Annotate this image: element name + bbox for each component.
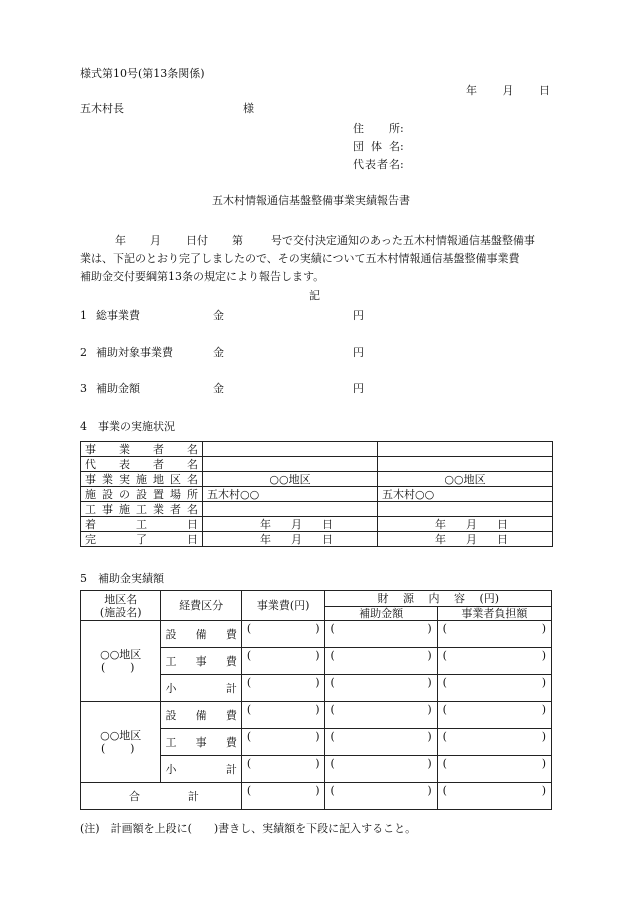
row-label: 完 了 日 — [85, 532, 198, 546]
table-cell — [378, 502, 553, 517]
item-kin: 金 — [213, 382, 224, 395]
label-char: 者 — [377, 158, 388, 171]
table-row — [81, 502, 553, 517]
table-row — [81, 532, 553, 547]
category-cell: 工 事 費 — [161, 729, 241, 756]
amount-cell: ( ) — [330, 784, 432, 797]
amount-cell: ( ) — [246, 649, 320, 662]
amount-cell: ( ) — [246, 784, 320, 797]
amount-cell: ( ) — [330, 649, 432, 662]
row-label: 代 表 者 名 — [85, 457, 198, 471]
date-month: 月 — [502, 84, 514, 97]
item-number: 1 — [80, 309, 87, 322]
item-label: 補助対象事業費 — [96, 346, 173, 359]
district-name-cell: ○○地区 — [203, 472, 378, 487]
item-label: 補助金額 — [96, 382, 140, 395]
table-cell — [378, 457, 553, 472]
table-cell — [378, 442, 553, 457]
label-char: 団 — [353, 140, 364, 153]
table-cell — [203, 442, 378, 457]
amount-cell: ( ) — [442, 649, 546, 662]
district-cell: ○○地区 ( ) — [81, 621, 161, 702]
item-number: 2 — [80, 346, 87, 359]
table-row — [81, 442, 553, 457]
table-cell — [203, 457, 378, 472]
total-label: 合 計 — [81, 783, 242, 810]
body-year: 年 — [115, 234, 126, 247]
label-char: 表 — [365, 158, 376, 171]
body-line-2: 業は、下記のとおり完了しましたので、その実績について五木村情報通信基盤整備事業費 — [80, 252, 520, 265]
category-cell: 工 事 費 — [161, 648, 241, 675]
footnote: (注) 計画額を上段に( )書きし、実績額を下段に記入すること。 — [80, 822, 417, 835]
category-cell: 小 計 — [161, 756, 241, 783]
table-row — [81, 487, 553, 502]
amount-cell: ( ) — [246, 703, 320, 716]
applicant-address — [353, 122, 404, 136]
implementation-table — [80, 441, 553, 547]
facility-location-cell: 五木村○○ — [378, 487, 553, 502]
row-label: 着 工 日 — [85, 517, 198, 531]
row-label: 事 業 者 名 — [85, 442, 198, 456]
amount-cell: ( ) — [246, 622, 320, 635]
completion-date-cell: 年 月 日 — [260, 532, 333, 546]
section4-heading: 4 事業の実施状況 — [80, 420, 175, 433]
label-char: 名 — [389, 140, 400, 153]
table-row — [81, 517, 553, 532]
row-label: 事 業 実 施 地 区 名 — [85, 472, 198, 486]
total-row — [81, 783, 552, 810]
body-dai: 第 — [232, 234, 243, 247]
body-day: 日付 — [186, 234, 208, 247]
applicant-representative — [353, 158, 404, 172]
amount-cell: ( ) — [246, 676, 320, 689]
funding-source-header: 財 源 内 容 (円) — [325, 591, 552, 607]
area-header: 地区名 (施設名) — [81, 591, 161, 621]
item-number: 3 — [80, 382, 87, 395]
item-yen: 円 — [353, 309, 364, 322]
facility-location-cell: 五木村○○ — [203, 487, 378, 502]
amount-cell: ( ) — [330, 622, 432, 635]
item-kin: 金 — [213, 309, 224, 322]
label-colon: : — [400, 158, 404, 171]
category-cell: 小 計 — [161, 675, 241, 702]
category-cell: 設 備 費 — [161, 702, 241, 729]
amount-cell: ( ) — [330, 757, 432, 770]
applicant-org-name — [353, 140, 404, 154]
label-colon: : — [400, 140, 404, 153]
label-char: 代 — [353, 158, 364, 171]
table-row — [81, 702, 552, 729]
item-yen: 円 — [353, 382, 364, 395]
label-char: 名 — [389, 158, 400, 171]
section5-heading: 5 補助金実績額 — [80, 572, 164, 585]
table-row — [81, 621, 552, 648]
subsidy-header: 補助金額 — [325, 607, 437, 621]
honorific: 様 — [243, 102, 254, 115]
burden-header: 事業者負担額 — [437, 607, 551, 621]
subsidy-results-table — [80, 590, 552, 810]
form-number: 様式第10号(第13条関係) — [80, 67, 205, 80]
start-date-cell: 年 月 日 — [260, 517, 333, 531]
addressee: 五木村長 — [80, 102, 124, 115]
amount-cell: ( ) — [442, 622, 546, 635]
cost-header: 事業費(円) — [241, 591, 325, 621]
label-colon: : — [400, 122, 404, 135]
table-row — [81, 472, 553, 487]
row-label: 施 設 の 設 置 場 所 — [85, 487, 198, 501]
date-day: 日 — [539, 84, 550, 97]
body-text: 号で交付決定通知のあった五木村情報通信基盤整備事 — [271, 234, 535, 247]
date-year: 年 — [466, 84, 477, 97]
completion-date-cell: 年 月 日 — [435, 532, 508, 546]
document-title: 五木村情報通信基盤整備事業実績報告書 — [212, 194, 410, 207]
item-label: 総事業費 — [96, 309, 140, 322]
body-line-3: 補助金交付要綱第13条の規定により報告します。 — [80, 270, 325, 283]
amount-cell: ( ) — [330, 703, 432, 716]
district-cell: ○○地区 ( ) — [81, 702, 161, 783]
amount-cell: ( ) — [246, 757, 320, 770]
label-char: 体 — [371, 140, 382, 153]
label-char: 所 — [389, 122, 400, 135]
amount-cell: ( ) — [442, 757, 546, 770]
amount-cell: ( ) — [330, 730, 432, 743]
item-subsidy-amount — [80, 382, 364, 396]
amount-cell: ( ) — [442, 730, 546, 743]
category-header: 経費区分 — [161, 591, 241, 621]
body-month: 月 — [150, 234, 161, 247]
table-header-row — [81, 591, 552, 607]
item-kin: 金 — [213, 346, 224, 359]
amount-cell: ( ) — [330, 676, 432, 689]
amount-cell: ( ) — [442, 676, 546, 689]
table-row — [81, 457, 553, 472]
amount-cell: ( ) — [246, 730, 320, 743]
item-eligible-cost — [80, 346, 364, 360]
amount-cell: ( ) — [442, 703, 546, 716]
amount-cell: ( ) — [442, 784, 546, 797]
category-cell: 設 備 費 — [161, 621, 241, 648]
item-yen: 円 — [353, 346, 364, 359]
ki-heading: 記 — [309, 289, 320, 302]
row-label: 工 事 施 工 業 者 名 — [85, 502, 198, 516]
start-date-cell: 年 月 日 — [435, 517, 508, 531]
report-date — [466, 84, 550, 98]
table-cell — [203, 502, 378, 517]
district-name-cell: ○○地区 — [378, 472, 553, 487]
item-total-cost — [80, 309, 364, 323]
label-char: 住 — [353, 122, 364, 135]
